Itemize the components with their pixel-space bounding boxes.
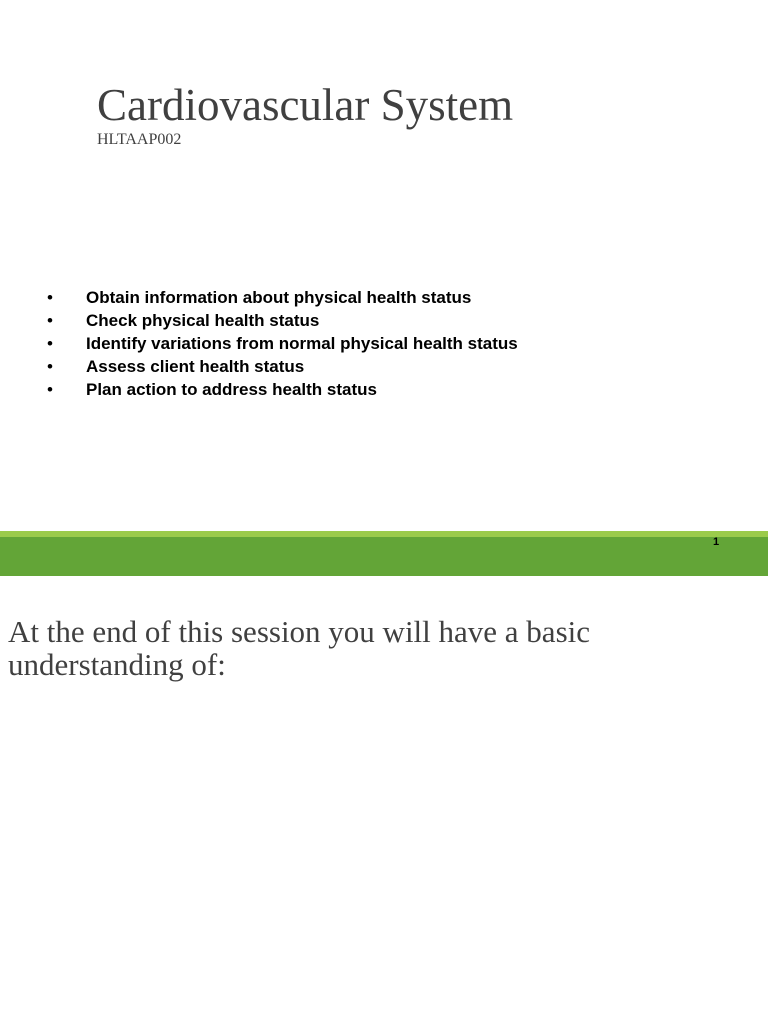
- bullet-marker: •: [47, 380, 53, 399]
- bullet-marker: •: [47, 288, 53, 307]
- bullet-text: Plan action to address health status: [86, 380, 377, 399]
- bullet-marker: •: [47, 357, 53, 376]
- slide-subtitle: HLTAAP002: [97, 131, 182, 148]
- slide-title: Cardiovascular System: [97, 80, 514, 130]
- bullet-marker: •: [47, 334, 53, 353]
- footer-band: [0, 537, 768, 576]
- bullet-text: Obtain information about physical health status: [86, 288, 472, 307]
- bullet-marker: •: [47, 311, 53, 330]
- next-slide-heading: At the end of this session you will have a basic understanding of:: [8, 614, 591, 682]
- bullet-text: Identify variations from normal physical health status: [86, 334, 518, 353]
- bullet-text: Assess client health status: [86, 357, 305, 376]
- page-number: 1: [713, 536, 720, 548]
- bullet-text: Check physical health status: [86, 311, 320, 330]
